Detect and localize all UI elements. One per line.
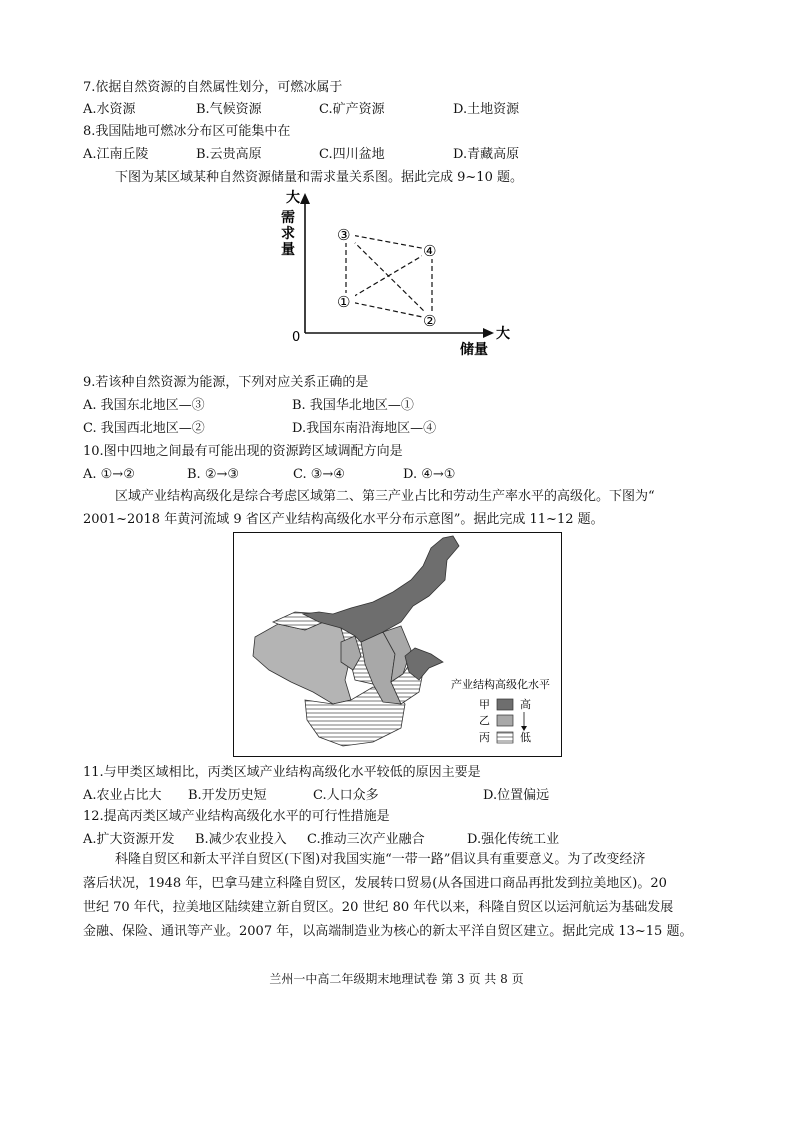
q11-option-a: A.农业占比大 <box>83 788 162 803</box>
q12-option-d: D.强化传统工业 <box>467 832 560 847</box>
y-axis-label-3: 量 <box>281 242 295 258</box>
y-axis-label-1: 需 <box>281 210 295 226</box>
point-1: ① <box>337 293 351 311</box>
q8-stem: 8.我国陆地可燃冰分布区可能集中在 <box>83 124 291 139</box>
q12-option-c: C.推动三次产业融合 <box>307 832 425 847</box>
legend-title: 产业结构高级化水平 <box>451 678 550 691</box>
q7-stem: 7.依据自然资源的自然属性划分，可燃冰属于 <box>83 80 343 95</box>
x-axis-label: 储量 <box>460 342 488 358</box>
reserve-demand-diagram <box>270 188 520 360</box>
q12-option-b: B.减少农业投入 <box>195 832 287 847</box>
intro-13-15-line1: 科隆自贸区和新太平洋自贸区(下图)对我国实施“一带一路”倡议具有重要意义。为了改变经济 <box>115 852 646 867</box>
q8-option-d: D.青藏高原 <box>453 147 520 162</box>
q7-option-a: A.水资源 <box>83 102 136 117</box>
point-2: ② <box>423 312 437 330</box>
q8-option-b: B.云贵高原 <box>196 147 262 162</box>
q11-option-c: C.人口众多 <box>313 788 379 803</box>
legend-swatch-high <box>497 699 513 710</box>
intro-9-10: 下图为某区域某种自然资源储量和需求量关系图。据此完成 9~10 题。 <box>115 170 523 185</box>
q9-stem: 9.若该种自然资源为能源，下列对应关系正确的是 <box>83 375 369 390</box>
legend-label-jia: 甲 <box>479 698 490 711</box>
q11-option-b: B.开发历史短 <box>188 788 267 803</box>
legend-swatch-low <box>497 732 513 743</box>
legend-level-high: 高 <box>520 698 531 711</box>
q9-option-a: A. 我国东北地区—③ <box>83 398 205 413</box>
point-4: ④ <box>423 242 437 260</box>
q10-option-b: B. ②→③ <box>187 467 240 482</box>
yellow-river-provinces-map <box>233 532 563 758</box>
q10-option-d: D. ④→① <box>403 467 456 482</box>
y-axis-label-2: 求 <box>281 226 295 242</box>
legend-swatch-mid <box>497 715 513 726</box>
q10-option-a: A. ①→② <box>83 467 135 482</box>
q12-stem: 12.提高丙类区域产业结构高级化水平的可行性措施是 <box>83 809 390 824</box>
intro-11-12-line1: 区域产业结构高级化是综合考虑区域第二、第三产业占比和劳动生产率水平的高级化。下图为“ <box>115 489 655 504</box>
q10-option-c: C. ③→④ <box>293 467 345 482</box>
q11-stem: 11.与甲类区域相比，丙类区域产业结构高级化水平较低的原因主要是 <box>83 765 481 780</box>
q9-option-d: D.我国东南沿海地区—④ <box>292 421 437 436</box>
page-footer: 兰州一中高二年级期末地理试卷 第 3 页 共 8 页 <box>269 972 524 986</box>
q9-option-c: C. 我国西北地区—② <box>83 421 205 436</box>
point-3: ③ <box>337 226 351 244</box>
q12-option-a: A.扩大资源开发 <box>83 832 175 847</box>
intro-13-15-line3: 世纪 70 年代，拉美地区陆续建立新自贸区。20 世纪 80 年代以来，科隆自贸区以运河航运为基础发展 <box>83 900 674 915</box>
legend-level-low: 低 <box>520 731 531 744</box>
x-axis-direction: 大 <box>496 326 510 342</box>
q8-option-c: C.四川盆地 <box>319 147 385 162</box>
q7-option-d: D.土地资源 <box>453 102 520 117</box>
q9-option-b: B. 我国华北地区—① <box>292 398 414 413</box>
q8-option-a: A.江南丘陵 <box>83 147 149 162</box>
q7-option-c: C.矿产资源 <box>319 102 385 117</box>
origin-label: 0 <box>292 330 301 345</box>
q11-option-d: D.位置偏远 <box>483 788 550 803</box>
intro-13-15-line2: 落后状况，1948 年，巴拿马建立科隆自贸区，发展转口贸易(从各国进口商品再批发到拉美地区)。20 <box>83 876 667 891</box>
intro-11-12-line2: 2001~2018 年黄河流域 9 省区产业结构高级化水平分布示意图”。据此完成 11~12 题。 <box>83 512 604 527</box>
legend-label-yi: 乙 <box>479 714 490 727</box>
intro-13-15-line4: 金融、保险、通讯等产业。2007 年，以高端制造业为核心的新太平洋自贸区建立。据此完成 13~15 题。 <box>83 924 693 939</box>
legend-label-bing: 丙 <box>479 731 490 744</box>
q10-stem: 10.图中四地之间最有可能出现的资源跨区域调配方向是 <box>83 444 403 459</box>
y-axis-direction: 大 <box>286 190 300 206</box>
q7-option-b: B.气候资源 <box>196 102 262 117</box>
